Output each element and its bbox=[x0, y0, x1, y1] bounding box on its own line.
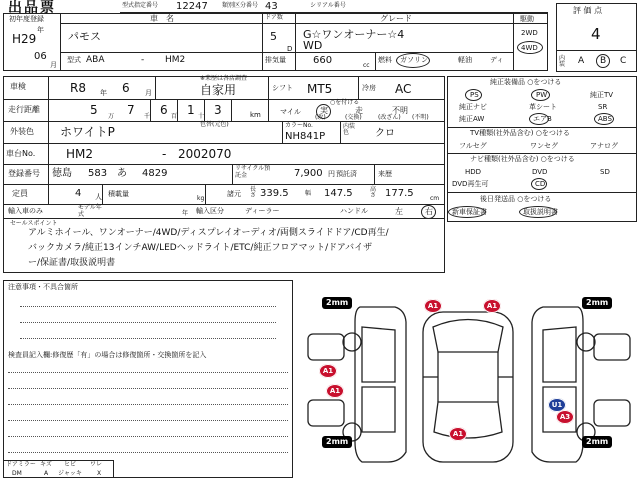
equip-tv: 純正TV bbox=[590, 91, 614, 99]
meter-sub-1: (改) bbox=[315, 114, 326, 121]
fuel-gasoline-circle bbox=[396, 53, 430, 68]
equip-pw: PW bbox=[536, 91, 548, 99]
navi-dvd: DVD bbox=[532, 168, 548, 176]
fuel-label: 燃料 bbox=[378, 56, 392, 64]
color-value: ホワイトP bbox=[60, 125, 115, 139]
equip-ps-circle bbox=[465, 89, 482, 101]
mileage-note: ○を付ける bbox=[330, 99, 360, 106]
legend-val-x: X bbox=[97, 470, 102, 477]
year-era: H29 bbox=[12, 32, 37, 46]
fuel-gasoline: ガソリン bbox=[400, 56, 428, 64]
legend-val-a: A bbox=[44, 470, 49, 477]
meter-sou: 走 bbox=[355, 106, 363, 115]
recycle-label: リサイクル預託金 bbox=[235, 165, 271, 179]
load-unit: kg bbox=[197, 195, 205, 202]
equip-aw: 純正AW bbox=[459, 115, 485, 123]
mileage-digit-2: 7 bbox=[127, 103, 135, 117]
option-title: 後日発送品 ○をつける bbox=[480, 195, 552, 203]
chassis-value: 2002070 bbox=[178, 147, 232, 161]
badge-2mm-tr: 2mm bbox=[582, 297, 612, 309]
month-value: 06 bbox=[34, 51, 47, 62]
interior-opt-b: B bbox=[600, 56, 607, 66]
fuel-diesel: 軽油 bbox=[458, 56, 472, 64]
interior-opt-a: A bbox=[578, 56, 585, 66]
interior-opt-c: C bbox=[620, 56, 627, 66]
interior-color-value: クロ bbox=[375, 128, 395, 139]
interior-label: 内装 bbox=[559, 55, 566, 68]
damage-marker-left-side: A1 bbox=[319, 364, 337, 378]
option-manual: 取扱説明書 bbox=[523, 208, 558, 216]
notes-label: 注意事項・不具合箇所 bbox=[8, 283, 78, 291]
navi-title: ナビ種類(社外品含む) ○をつける bbox=[470, 155, 575, 163]
tv-oneseg: ワンセグ bbox=[530, 142, 558, 150]
car-top-view-body bbox=[423, 312, 513, 462]
tv-analog: アナログ bbox=[590, 142, 618, 150]
model-year-suffix: 年 bbox=[182, 210, 189, 217]
tv-title: TV種類(社外品含む) ○をつける bbox=[470, 129, 570, 137]
import-label: 輸入車のみ bbox=[8, 207, 43, 215]
inspector-label: 検査員記入欄:修復歴「有」の場合は修復箇所・交換箇所を記入 bbox=[8, 351, 207, 359]
equip-airbag-circle bbox=[529, 113, 549, 125]
equip-ps: PS bbox=[470, 91, 479, 99]
usage-value: 自家用 bbox=[200, 83, 237, 97]
recycle-unit: 円 bbox=[328, 170, 335, 178]
damage-marker-right-scratch: A3 bbox=[556, 410, 574, 424]
form-title: 出品票 bbox=[8, 0, 56, 16]
len-label: 長さ bbox=[250, 186, 257, 199]
handle-label: ハンドル bbox=[340, 207, 368, 215]
color-note: 色替(元色) bbox=[200, 121, 229, 128]
inspection-era: R8 bbox=[70, 81, 86, 95]
drive-label: 駆動 bbox=[520, 15, 534, 23]
mileage-digit-5: 3 bbox=[214, 103, 222, 117]
car-name-value: パモス bbox=[68, 30, 101, 43]
meter-mile: マイル bbox=[280, 108, 301, 116]
shift-value: MT5 bbox=[307, 82, 333, 96]
shift-label: シフト bbox=[272, 84, 293, 92]
sales-line-3: ー/保証書/取扱説明書 bbox=[28, 258, 116, 268]
color-label: 外装色 bbox=[10, 127, 34, 136]
mileage-unit-sen: 千 bbox=[144, 113, 151, 120]
model-label: 型式 bbox=[67, 56, 81, 64]
reg-class: 583 bbox=[88, 168, 108, 179]
model-year-label: モデル年式 bbox=[78, 204, 102, 218]
class-no-value: 43 bbox=[265, 1, 278, 12]
month-unit: 月 bbox=[50, 61, 57, 69]
badge-2mm-br: 2mm bbox=[582, 436, 612, 448]
grade-line2: WD bbox=[303, 39, 323, 52]
type-no-value: 12247 bbox=[176, 1, 208, 12]
year-label: 初年度登録 bbox=[9, 15, 44, 23]
car-name-label: 車 名 bbox=[150, 14, 174, 23]
meter-fumei: 不明 bbox=[392, 106, 408, 115]
inspection-month: 6 bbox=[122, 81, 130, 95]
mileage-digit-4: 1 bbox=[187, 103, 195, 117]
handle-right: 右 bbox=[425, 207, 433, 216]
car-top-rear-window bbox=[434, 402, 502, 438]
damage-marker-rear: A1 bbox=[449, 427, 467, 441]
mileage-km: km bbox=[250, 111, 261, 119]
chassis-sep: - bbox=[162, 147, 167, 161]
drive-2wd: 2WD bbox=[521, 29, 538, 37]
meter-sub-2: (交換) bbox=[345, 114, 362, 121]
displacement-label: 排気量 bbox=[265, 56, 286, 64]
option-warranty-circle bbox=[448, 206, 486, 218]
score-label: 評 価 点 bbox=[573, 6, 603, 15]
chassis-label: 車台No. bbox=[6, 149, 36, 158]
meter-sub-4: (不明) bbox=[412, 114, 429, 121]
drive-4wd: 4WD bbox=[521, 44, 538, 52]
reg-no: 4829 bbox=[142, 168, 168, 179]
equip-abs-circle bbox=[594, 113, 614, 125]
chassis-prefix: HM2 bbox=[66, 147, 94, 161]
capacity-label: 定員 bbox=[12, 189, 28, 198]
len-value: 339.5 bbox=[260, 188, 289, 199]
recycle-status: 預託済 bbox=[336, 170, 357, 178]
option-manual-circle bbox=[519, 206, 557, 218]
mileage-unit-hyaku: 百 bbox=[171, 113, 178, 120]
legend-header-break: ワレ bbox=[90, 461, 103, 468]
size-label: 諸元 bbox=[227, 190, 241, 198]
car-right-side-body bbox=[532, 307, 583, 462]
interior-color-label: 内装色 bbox=[343, 123, 356, 136]
option-warranty: 新車保証書 bbox=[452, 208, 487, 216]
inspection-year-unit: 年 bbox=[100, 89, 107, 97]
color-no-label: カラーNo. bbox=[285, 122, 313, 129]
size-unit: cm bbox=[430, 195, 440, 202]
model-value: HM2 bbox=[165, 55, 186, 65]
equip-airbag: エアB bbox=[533, 115, 552, 123]
car-top-windshield bbox=[433, 320, 503, 353]
interior-b-circle bbox=[596, 54, 610, 68]
legend-header-scratch: キズ bbox=[40, 461, 52, 468]
doors-label: ドア数 bbox=[265, 14, 283, 21]
model-prefix: ABA bbox=[86, 55, 105, 65]
dvd-play-label: DVD再生可 bbox=[452, 180, 489, 188]
ac-value: AC bbox=[395, 82, 412, 96]
cd-circle bbox=[531, 178, 547, 190]
capacity-unit: 人 bbox=[95, 193, 102, 201]
load-label: 積載量 bbox=[108, 190, 129, 198]
height-label: 高さ bbox=[370, 186, 377, 199]
damage-marker-right-dent: U1 bbox=[548, 398, 566, 412]
model-sep: - bbox=[141, 55, 145, 65]
equip-pw-circle bbox=[531, 89, 550, 101]
cd-label: CD bbox=[535, 180, 546, 188]
import-kind-value: ディーラー bbox=[245, 207, 280, 215]
mileage-unit-man: 万 bbox=[108, 113, 115, 120]
displacement-value: 660 bbox=[313, 55, 333, 66]
color-no-value: NH841P bbox=[285, 131, 326, 142]
drive-4wd-circle bbox=[517, 41, 543, 54]
equip-title: 純正装備品 ○をつける bbox=[490, 78, 562, 86]
width-value: 147.5 bbox=[324, 188, 353, 199]
recycle-value: 7,900 bbox=[294, 168, 323, 179]
legend-header-crack: ヒビ bbox=[64, 461, 77, 468]
capacity-value: 4 bbox=[75, 188, 82, 199]
serial-no-label: シリアル番号 bbox=[310, 2, 346, 9]
meter-jitsu: 実 bbox=[320, 106, 328, 115]
equip-leather: 革シート bbox=[529, 103, 557, 111]
wheel-left-front bbox=[343, 333, 361, 351]
mileage-label: 走行距離 bbox=[8, 105, 40, 114]
mileage-digit-1: 5 bbox=[90, 103, 98, 117]
sales-line-1: アルミホイール、ワンオーナー/4WD/ディスプレイオーディオ/両側スライドドア/CD再生/ bbox=[28, 228, 389, 238]
history-label: 来歴 bbox=[378, 170, 392, 178]
inspection-month-unit: 月 bbox=[145, 89, 152, 97]
import-kind-label: 輸入区分 bbox=[196, 207, 224, 215]
score-value: 4 bbox=[591, 25, 601, 43]
displacement-unit: cc bbox=[363, 62, 370, 69]
tv-fullseg: フルセグ bbox=[459, 142, 487, 150]
type-no-label: 型式指定番号 bbox=[122, 2, 159, 9]
grade-line1: G☆ワンオーナー☆4 bbox=[303, 28, 405, 41]
fuel-di: ディ bbox=[490, 56, 504, 64]
legend-val-jack: ジャッキ bbox=[58, 470, 82, 477]
equip-navi: 純正ナビ bbox=[459, 103, 487, 111]
reg-kana: あ bbox=[117, 168, 127, 179]
mileage-digit-3: 6 bbox=[160, 103, 168, 117]
sales-label: セールスポイント bbox=[10, 220, 58, 227]
reg-area: 徳島 bbox=[52, 168, 72, 179]
damage-marker-left-rear: A1 bbox=[326, 384, 344, 398]
grade-label: グレード bbox=[380, 14, 412, 23]
badge-2mm-bl: 2mm bbox=[322, 436, 352, 448]
year-unit: 年 bbox=[37, 26, 44, 34]
equip-abs: ABS bbox=[598, 115, 612, 123]
legend-header-mirror: ドアミラー bbox=[6, 461, 36, 468]
badge-2mm-tl: 2mm bbox=[322, 297, 352, 309]
width-label: 幅 bbox=[305, 190, 312, 197]
ac-label: 冷房 bbox=[362, 84, 376, 92]
sales-line-2: バックカメラ/純正13インチAW/LEDヘッドライト/ETC/純正フロアマット/ドアバイザ bbox=[28, 243, 373, 253]
damage-marker-front-left: A1 bbox=[424, 299, 442, 313]
damage-marker-front-right: A1 bbox=[483, 299, 501, 313]
handle-left: 左 bbox=[395, 207, 403, 216]
equip-sr: SR bbox=[598, 103, 608, 111]
class-no-label: 類別区分番号 bbox=[222, 2, 259, 9]
car-diagram bbox=[300, 282, 638, 478]
handle-right-circle bbox=[421, 205, 436, 219]
notes-box bbox=[3, 280, 293, 478]
legend-val-dm: DM bbox=[12, 470, 22, 477]
doors-value: 5 bbox=[270, 30, 277, 43]
mileage-unit-juu: 十 bbox=[198, 113, 205, 120]
inspection-label: 車検 bbox=[10, 82, 26, 91]
usage-note: ※来歴は各店調査 bbox=[200, 75, 248, 82]
doors-suffix: D bbox=[287, 45, 293, 53]
navi-hdd: HDD bbox=[465, 168, 482, 176]
navi-sd: SD bbox=[600, 168, 610, 176]
wheel-right-front bbox=[577, 333, 595, 351]
reg-label: 登録番号 bbox=[8, 169, 40, 178]
meter-sub-3: (改ざん) bbox=[378, 114, 401, 121]
height-value: 177.5 bbox=[385, 188, 414, 199]
